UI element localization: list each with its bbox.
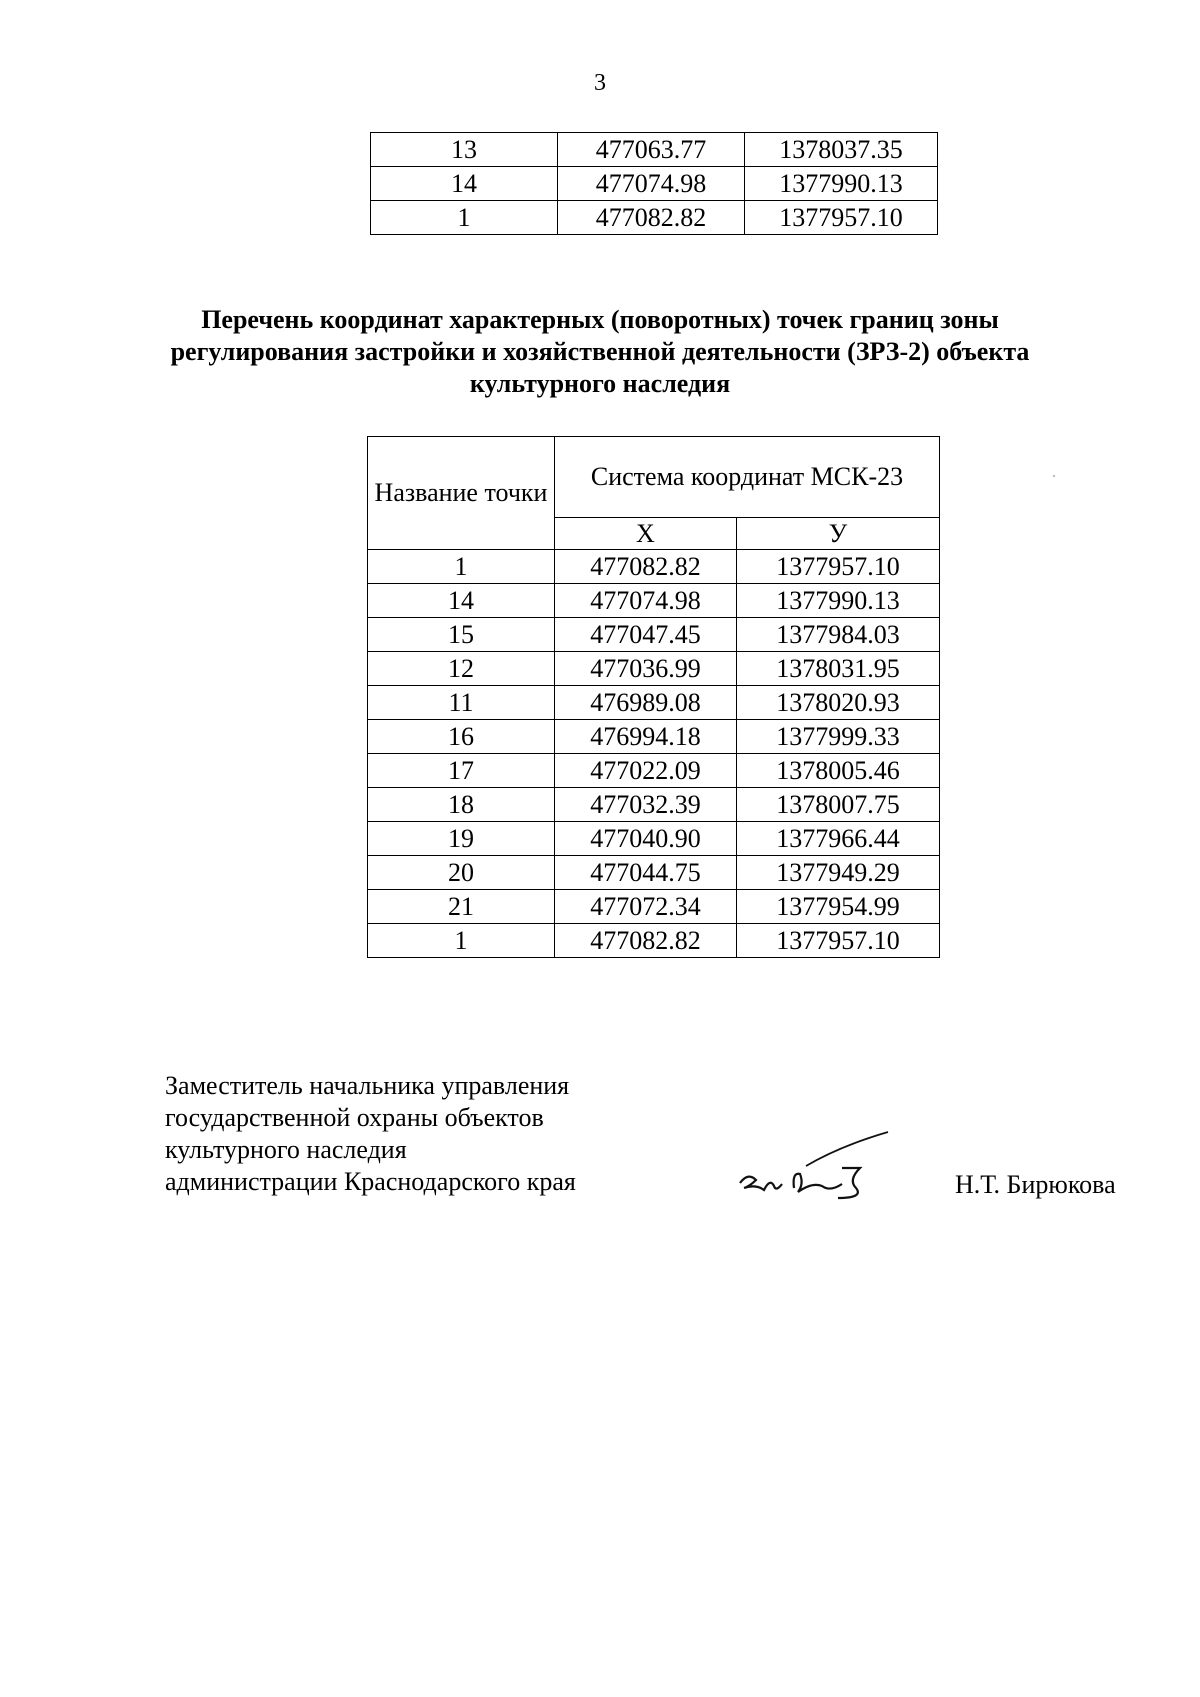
y-cell: 1378031.95 bbox=[736, 652, 939, 686]
handwritten-signature bbox=[730, 1128, 900, 1208]
y-cell: 1377966.44 bbox=[736, 822, 939, 856]
point-name-cell: 16 bbox=[368, 720, 555, 754]
point-name-cell: 13 bbox=[371, 133, 558, 167]
scan-speck bbox=[1053, 475, 1055, 477]
x-cell: 477074.98 bbox=[555, 584, 737, 618]
x-cell: 477036.99 bbox=[555, 652, 737, 686]
x-cell: 477063.77 bbox=[558, 133, 745, 167]
table-row bbox=[371, 201, 938, 235]
table-row bbox=[368, 754, 940, 788]
point-name-cell: 12 bbox=[368, 652, 555, 686]
y-cell: 1377999.33 bbox=[736, 720, 939, 754]
table-row bbox=[371, 167, 938, 201]
table-row bbox=[368, 788, 940, 822]
point-name-cell: 14 bbox=[368, 584, 555, 618]
point-name-cell: 18 bbox=[368, 788, 555, 822]
table-row bbox=[368, 924, 940, 958]
signer-position bbox=[165, 1070, 576, 1198]
heading-line: культурного наследия bbox=[469, 369, 731, 398]
point-name-cell: 15 bbox=[368, 618, 555, 652]
y-cell: 1377954.99 bbox=[736, 890, 939, 924]
position-line: администрации Краснодарского края bbox=[165, 1167, 576, 1196]
point-name-cell: 21 bbox=[368, 890, 555, 924]
position-line: государственной охраны объектов bbox=[165, 1103, 544, 1132]
point-name-cell: 1 bbox=[368, 924, 555, 958]
table-row bbox=[368, 550, 940, 584]
x-cell: 477032.39 bbox=[555, 788, 737, 822]
y-cell: 1377984.03 bbox=[736, 618, 939, 652]
y-cell: 1377957.10 bbox=[736, 550, 939, 584]
point-name-cell: 17 bbox=[368, 754, 555, 788]
table-row bbox=[371, 133, 938, 167]
position-line: культурного наследия bbox=[165, 1135, 407, 1164]
y-cell: 1377957.10 bbox=[736, 924, 939, 958]
y-cell: 1378020.93 bbox=[736, 686, 939, 720]
table-row bbox=[368, 652, 940, 686]
coordinates-table-continuation bbox=[370, 132, 938, 235]
y-cell: 1377990.13 bbox=[736, 584, 939, 618]
heading-line: регулирования застройки и хозяйственной деятельности (ЗРЗ-2) объекта bbox=[170, 337, 1030, 366]
signer-name: Н.Т. Бирюкова bbox=[955, 1170, 1116, 1199]
table-row bbox=[368, 686, 940, 720]
table-row bbox=[368, 822, 940, 856]
point-name-cell: 1 bbox=[371, 201, 558, 235]
x-cell: 477040.90 bbox=[555, 822, 737, 856]
y-cell: 1378037.35 bbox=[745, 133, 938, 167]
y-cell: 1378007.75 bbox=[736, 788, 939, 822]
section-heading bbox=[150, 304, 1050, 400]
x-cell: 477074.98 bbox=[558, 167, 745, 201]
point-name-cell: 14 bbox=[371, 167, 558, 201]
y-cell: 1377957.10 bbox=[745, 201, 938, 235]
point-name-cell: 19 bbox=[368, 822, 555, 856]
y-cell: 1377949.29 bbox=[736, 856, 939, 890]
column-header-x: Х bbox=[555, 518, 737, 550]
x-cell: 477044.75 bbox=[555, 856, 737, 890]
position-line: Заместитель начальника управления bbox=[165, 1071, 570, 1100]
point-name-cell: 20 bbox=[368, 856, 555, 890]
y-cell: 1377990.13 bbox=[745, 167, 938, 201]
coordinates-table bbox=[367, 436, 940, 958]
table-row bbox=[368, 618, 940, 652]
x-cell: 476994.18 bbox=[555, 720, 737, 754]
table-row bbox=[368, 584, 940, 618]
x-cell: 477082.82 bbox=[555, 924, 737, 958]
x-cell: 477047.45 bbox=[555, 618, 737, 652]
column-header-y: У bbox=[736, 518, 939, 550]
column-header-point-name: Название точки bbox=[368, 437, 555, 550]
point-name-cell: 1 bbox=[368, 550, 555, 584]
table-row bbox=[368, 890, 940, 924]
y-cell: 1378005.46 bbox=[736, 754, 939, 788]
heading-line: Перечень координат характерных (поворотных) точек границ зоны bbox=[201, 305, 999, 334]
column-header-coordinate-system: Система координат МСК-23 bbox=[555, 437, 940, 518]
page-number: 3 bbox=[594, 70, 606, 96]
table-row bbox=[368, 720, 940, 754]
x-cell: 477082.82 bbox=[555, 550, 737, 584]
x-cell: 477072.34 bbox=[555, 890, 737, 924]
point-name-cell: 11 bbox=[368, 686, 555, 720]
table-row bbox=[368, 856, 940, 890]
x-cell: 477022.09 bbox=[555, 754, 737, 788]
x-cell: 477082.82 bbox=[558, 201, 745, 235]
x-cell: 476989.08 bbox=[555, 686, 737, 720]
